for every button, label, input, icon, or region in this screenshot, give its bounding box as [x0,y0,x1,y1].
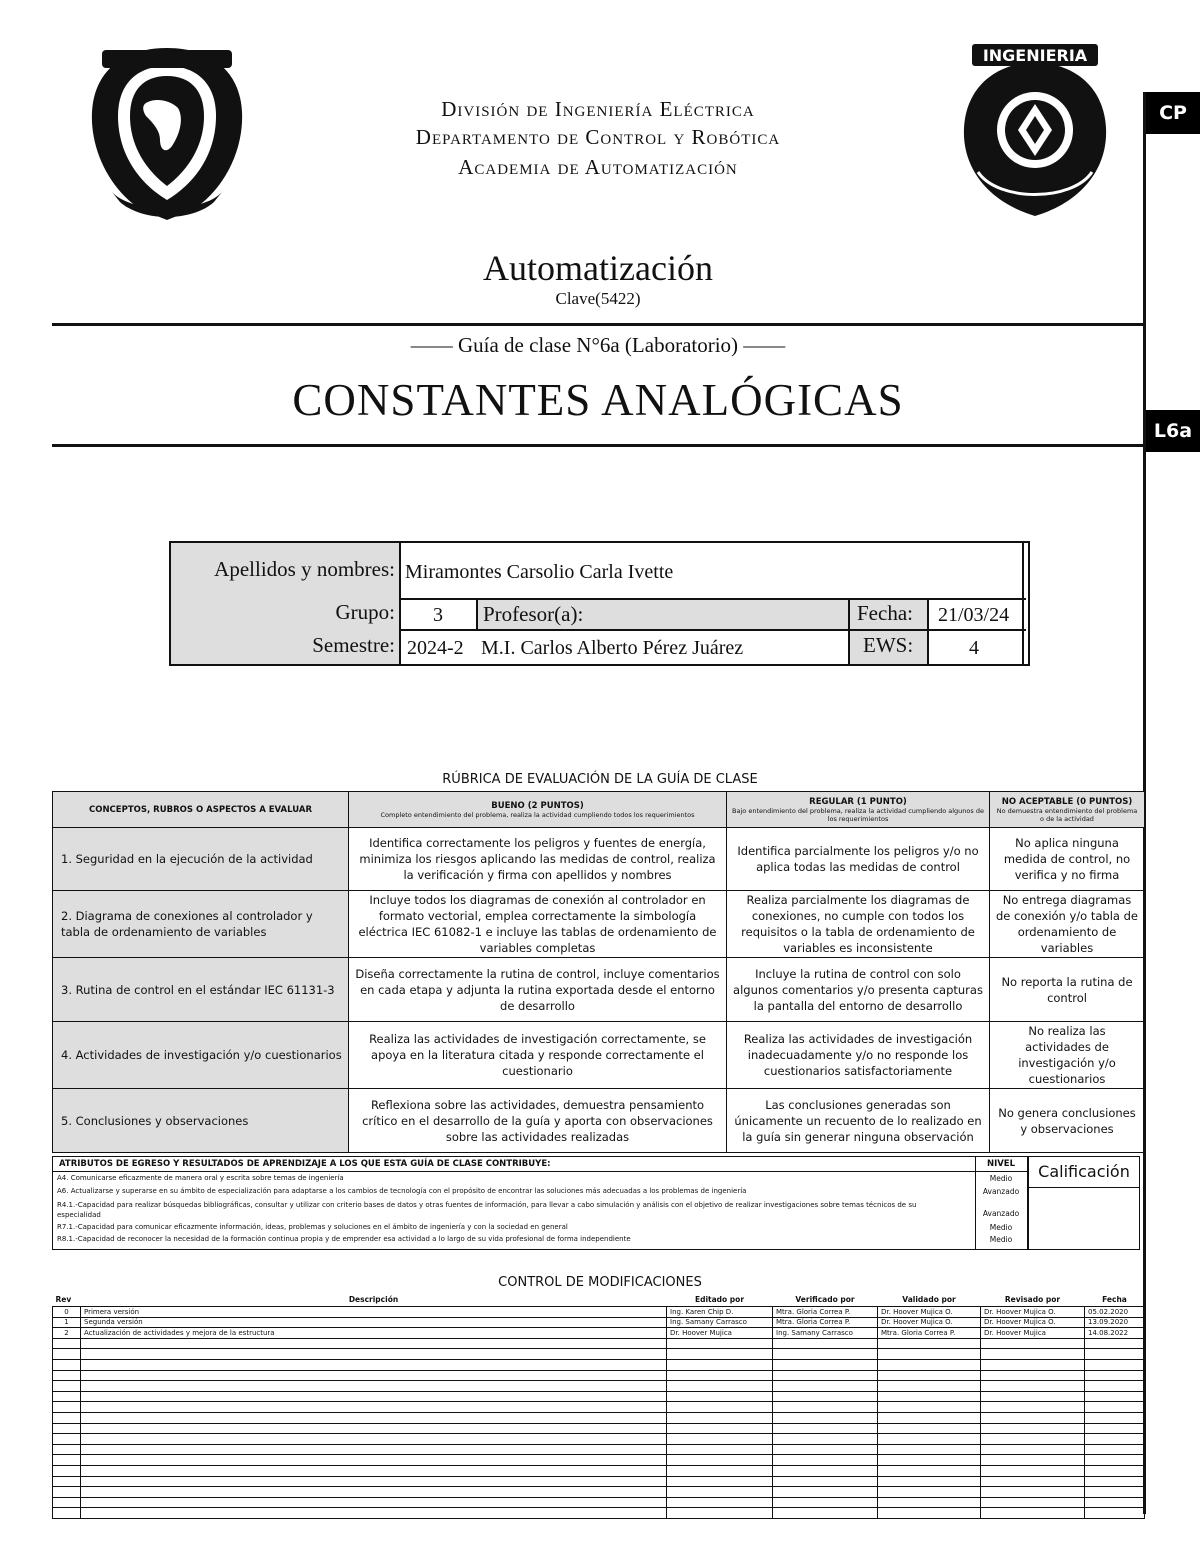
table-cell [53,1402,81,1413]
empty-table-row [53,1359,1145,1370]
rubric-row [53,1022,1145,1089]
table-cell [878,1487,981,1498]
rubric-regular: Las conclusiones generadas son únicamente un recuento de lo realizado en la guía sin generar ninguna observación [727,1089,990,1153]
empty-table-row [53,1497,1145,1508]
divider [1022,543,1024,664]
empty-table-row [53,1423,1145,1434]
table-cell [667,1476,773,1487]
modifications-title: CONTROL DE MODIFICACIONES [498,1275,702,1290]
rubric-bad: No aplica ninguna medida de control, no verifica y no firma [990,828,1145,891]
empty-table-row [53,1455,1145,1466]
table-cell [878,1412,981,1423]
date-label: Fecha: [857,601,913,625]
header-rule-bottom [52,444,1144,447]
table-cell [667,1338,773,1349]
attribute-line: A6. Actualizarse y superarse en su ámbito de especialización para adaptarse a los cambios de tecnología con el propósito de encontrar las soluciones más adecuadas a los problemas de ingeniería [57,1187,747,1195]
table-cell [53,1381,81,1392]
rubric-bad: No genera conclusiones y observaciones [990,1089,1145,1153]
attribute-level: Avanzado [982,1209,1020,1218]
regular-heading: REGULAR (1 PUNTO) [809,796,907,807]
table-cell [1085,1508,1145,1519]
empty-table-row [53,1349,1145,1360]
table-cell: 13.09.2020 [1085,1317,1145,1328]
table-cell [981,1487,1085,1498]
rubric-header-bad [990,792,1145,828]
academy-title: Academia de Automatización [458,155,738,179]
rubric-table [52,791,1145,1153]
table-cell [1085,1370,1145,1381]
table-cell [1085,1381,1145,1392]
table-cell [667,1391,773,1402]
table-cell [667,1359,773,1370]
table-cell: Ing. Samany Carrasco [667,1317,773,1328]
table-cell [981,1444,1085,1455]
rubric-row [53,828,1145,891]
rubric-header-concepts: CONCEPTOS, RUBROS O ASPECTOS A EVALUAR [53,792,349,828]
bad-subheading: No demuestra entendimiento del problema o de la actividad [996,806,1138,823]
table-cell [773,1402,878,1413]
rubric-good: Reflexiona sobre las actividades, demuestra pensamiento crítico en el desarrollo de la guía y aporta con observaciones sobre las actividades realizadas [349,1089,727,1153]
table-cell [773,1349,878,1360]
guide-subtitle: —— Guía de clase N°6a (Laboratorio) —— [410,333,786,357]
table-cell [878,1359,981,1370]
table-cell: 14.08.2022 [1085,1328,1145,1339]
division-title: División de Ingeniería Eléctrica [441,97,755,121]
table-cell [1085,1391,1145,1402]
empty-table-row [53,1465,1145,1476]
table-cell [773,1497,878,1508]
table-cell [81,1487,667,1498]
rubric-concept: 2. Diagrama de conexiones al controlador y tabla de ordenamiento de variables [53,891,349,958]
date-value: 21/03/24 [938,604,1010,626]
table-cell: Mtra. Gloria Correa P. [773,1307,878,1318]
table-cell [1085,1338,1145,1349]
ews-value: 4 [969,637,979,659]
table-row [53,1328,1145,1339]
table-cell: Dr. Hoover Mujica [667,1328,773,1339]
empty-table-row [53,1402,1145,1413]
table-cell: Mtra. Gloria Correa P. [878,1328,981,1339]
empty-table-row [53,1370,1145,1381]
rubric-good: Identifica correctamente los peligros y fuentes de energía, minimiza los riesgos aplicando las medidas de control, realiza la verificación y firma con apellidos y nombres [349,828,727,891]
table-cell [81,1412,667,1423]
table-cell: Dr. Hoover Mujica O. [981,1317,1085,1328]
divider [399,629,1026,631]
table-cell: Dr. Hoover Mujica [981,1328,1085,1339]
table-cell [1085,1497,1145,1508]
attribute-line: R8.1.-Capacidad de reconocer la necesidad de la formación continua propia y de emprender esa actividad a lo largo de su vida profesional de forma independiente [57,1235,631,1243]
table-cell [53,1391,81,1402]
professor-label: Profesor(a): [483,602,584,626]
table-cell [1085,1359,1145,1370]
divider [53,1171,1027,1172]
table-cell [878,1423,981,1434]
table-cell [667,1497,773,1508]
table-cell [53,1359,81,1370]
rubric-bad: No reporta la rutina de control [990,958,1145,1022]
group-value: 3 [433,604,443,626]
table-cell [878,1434,981,1445]
table-cell [81,1338,667,1349]
table-cell: Dr. Hoover Mujica O. [981,1307,1085,1318]
table-cell [81,1455,667,1466]
table-cell [773,1508,878,1519]
table-cell [667,1434,773,1445]
table-cell [667,1444,773,1455]
table-cell [773,1370,878,1381]
table-cell [773,1444,878,1455]
table-cell [81,1381,667,1392]
table-cell: Segunda versión [81,1317,667,1328]
table-cell [981,1508,1085,1519]
table-cell [81,1370,667,1381]
table-cell [878,1349,981,1360]
rubric-good: Diseña correctamente la rutina de control, incluye comentarios en cada etapa y adjunta la rutina exportada desde el entorno de desarrollo [349,958,727,1022]
rubric-header-row [53,792,1145,828]
rubric-concept: 4. Actividades de investigación y/o cuestionarios [53,1022,349,1089]
table-cell [773,1455,878,1466]
table-cell [1085,1434,1145,1445]
table-cell [1085,1402,1145,1413]
empty-table-row [53,1476,1145,1487]
table-cell [81,1359,667,1370]
rubric-regular: Realiza las actividades de investigación inadecuadamente y/o no responde los cuestionarios satisfactoriamente [727,1022,990,1089]
tab-cp: CP [1146,92,1200,134]
col-edited-by: Editado por [667,1292,773,1307]
table-cell [773,1338,878,1349]
department-title: Departamento de Control y Robótica [415,125,781,149]
table-cell [81,1497,667,1508]
document-title: CONSTANTES ANALÓGICAS [292,375,904,425]
table-cell [667,1402,773,1413]
rubric-good: Incluye todos los diagramas de conexión al controlador en formato vectorial, emplea correctamente la simbología eléctrica IEC 61082-1 e incluye las tablas de ordenamiento de variables completas [349,891,727,958]
rubric-bad: No entrega diagramas de conexión y/o tabla de ordenamiento de variables [990,891,1145,958]
table-cell [53,1349,81,1360]
modifications-table [52,1292,1145,1519]
table-cell [981,1455,1085,1466]
table-cell [81,1391,667,1402]
attribute-level: Avanzado [982,1187,1020,1196]
attribute-level: Medio [989,1235,1013,1244]
table-cell [773,1359,878,1370]
table-cell [81,1349,667,1360]
attribute-line: R7.1.-Capacidad para comunicar eficazmente información, ideas, problemas y soluciones en el ámbito de ingeniería y con la sociedad en general [57,1223,568,1231]
table-cell [1085,1423,1145,1434]
header-rule-top [52,323,1144,326]
table-cell [81,1465,667,1476]
table-cell [878,1497,981,1508]
table-cell [667,1465,773,1476]
table-cell [81,1402,667,1413]
table-cell [981,1338,1085,1349]
rubric-row [53,958,1145,1022]
empty-table-row [53,1412,1145,1423]
table-cell [667,1349,773,1360]
table-cell [878,1370,981,1381]
rubric-concept: 5. Conclusiones y observaciones [53,1089,349,1153]
col-description: Descripción [81,1292,667,1307]
table-cell [53,1370,81,1381]
table-cell [53,1508,81,1519]
grade-label: Calificación [1029,1157,1139,1188]
rubric-header-regular [727,792,990,828]
rubric-regular: Realiza parcialmente los diagramas de conexiones, no cumple con todos los requisitos o la tabla de ordenamiento de variables es inconsistente [727,891,990,958]
empty-table-row [53,1508,1145,1519]
attributes-box [52,1156,1028,1250]
name-value: Miramontes Carsolio Carla Ivette [405,561,674,583]
table-cell: Actualización de actividades y mejora de la estructura [81,1328,667,1339]
table-cell [878,1444,981,1455]
table-cell [1085,1444,1145,1455]
attribute-level: Medio [989,1174,1013,1183]
rubric-regular: Identifica parcialmente los peligros y/o no aplica todas las medidas de control [727,828,990,891]
table-cell [773,1423,878,1434]
table-cell [773,1476,878,1487]
empty-table-row [53,1487,1145,1498]
table-cell [1085,1476,1145,1487]
divider [476,598,478,629]
table-cell [81,1508,667,1519]
rubric-good: Realiza las actividades de investigación correctamente, se apoya en la literatura citada y responde correctamente el cuestionario [349,1022,727,1089]
table-cell: Ing. Samany Carrasco [773,1328,878,1339]
rubric-concept: 3. Rutina de control en el estándar IEC 61131-3 [53,958,349,1022]
table-cell [981,1497,1085,1508]
table-cell [981,1476,1085,1487]
rubric-regular: Incluye la rutina de control con solo algunos comentarios y/o presenta capturas la pantalla del entorno de desarrollo [727,958,990,1022]
table-cell [878,1476,981,1487]
empty-table-row [53,1391,1145,1402]
table-cell: Dr. Hoover Mujica O. [878,1317,981,1328]
attribute-line: R4.1.-Capacidad para realizar búsquedas bibliográficas, consultar y utilizar con criterio bases de datos y otras fuentes de información, para llevar a cabo simulación y análisis con el objetivo de realizar investigaciones sobre temas técnicos de su especialidad [57,1201,917,1219]
table-cell [1085,1487,1145,1498]
regular-subheading: Bajo entendimiento del problema, realiza la actividad cumpliendo algunos de los requerimientos [732,806,984,823]
table-cell [981,1359,1085,1370]
empty-table-row [53,1381,1145,1392]
group-label: Grupo: [335,600,395,624]
table-cell [1085,1349,1145,1360]
table-cell [667,1423,773,1434]
divider [848,598,850,664]
semester-value: 2024-2 [407,637,464,659]
nivel-heading: NIVEL [986,1159,1016,1169]
table-cell [53,1497,81,1508]
table-cell: Dr. Hoover Mujica O. [878,1307,981,1318]
table-cell: Ing. Karen Chip D. [667,1307,773,1318]
table-cell [981,1391,1085,1402]
rubric-title: RÚBRICA DE EVALUACIÓN DE LA GUÍA DE CLASE [442,772,758,787]
table-cell [981,1381,1085,1392]
table-cell [878,1402,981,1413]
table-cell [773,1412,878,1423]
table-cell [667,1412,773,1423]
table-cell: Mtra. Gloria Correa P. [773,1317,878,1328]
course-title: Automatización [483,248,713,288]
bad-heading: NO ACEPTABLE (0 PUNTOS) [1001,796,1133,807]
table-cell: 1 [53,1317,81,1328]
student-info-table [169,541,1030,666]
col-date: Fecha [1085,1292,1145,1307]
table-cell [53,1338,81,1349]
col-validated-by: Validado por [878,1292,981,1307]
divider [927,598,929,664]
table-cell [773,1487,878,1498]
divider [399,543,401,664]
table-cell [667,1487,773,1498]
table-cell [53,1412,81,1423]
table-cell [53,1476,81,1487]
table-cell [1085,1412,1145,1423]
table-cell [667,1455,773,1466]
table-cell [53,1455,81,1466]
table-cell [981,1412,1085,1423]
table-cell [981,1349,1085,1360]
table-cell [878,1455,981,1466]
table-cell: 05.02.2020 [1085,1307,1145,1318]
col-rev: Rev [53,1292,81,1307]
attributes-heading: ATRIBUTOS DE EGRESO Y RESULTADOS DE APRENDIZAJE A LOS QUE ESTA GUÍA DE CLASE CONTRIBUYE: [59,1159,551,1169]
empty-table-row [53,1444,1145,1455]
attribute-line: A4. Comunicarse eficazmente de manera oral y escrita sobre temas de ingeniería [57,1174,344,1182]
table-cell [53,1434,81,1445]
table-cell [53,1423,81,1434]
table-cell [981,1402,1085,1413]
professor-value: M.I. Carlos Alberto Pérez Juárez [481,637,744,659]
table-cell [667,1508,773,1519]
table-cell [667,1370,773,1381]
table-cell: Primera versión [81,1307,667,1318]
col-verified-by: Verificado por [773,1292,878,1307]
table-cell [53,1487,81,1498]
table-cell [878,1508,981,1519]
rubric-header-good [349,792,727,828]
table-cell [878,1338,981,1349]
table-cell [981,1465,1085,1476]
table-cell [81,1444,667,1455]
table-cell [81,1423,667,1434]
rubric-row [53,1089,1145,1153]
attribute-level: Medio [989,1223,1013,1232]
table-cell [81,1476,667,1487]
table-cell [773,1434,878,1445]
col-reviewed-by: Revisado por [981,1292,1085,1307]
table-cell [773,1465,878,1476]
tab-l6a: L6a [1146,410,1200,452]
rubric-row [53,891,1145,958]
good-subheading: Completo entendimiento del problema, realiza la actividad cumpliendo todos los requerimientos [380,810,695,819]
rubric-concept: 1. Seguridad en la ejecución de la actividad [53,828,349,891]
table-cell [667,1381,773,1392]
table-row [53,1317,1145,1328]
table-cell [53,1444,81,1455]
empty-table-row [53,1338,1145,1349]
grade-box [1028,1156,1140,1250]
empty-table-row [53,1434,1145,1445]
table-cell [981,1370,1085,1381]
table-cell [773,1391,878,1402]
table-row [53,1307,1145,1318]
seal-text: INGENIERIA [982,46,1088,65]
ews-label: EWS: [863,633,914,657]
course-code: Clave(5422) [555,289,641,308]
modifications-header-row [53,1292,1145,1307]
table-cell [878,1391,981,1402]
semester-label: Semestre: [312,633,395,657]
good-heading: BUENO (2 PUNTOS) [491,800,584,811]
table-cell: 0 [53,1307,81,1318]
name-label: Apellidos y nombres: [214,557,395,581]
rubric-bad: No realiza las actividades de investigación y/o cuestionarios [990,1022,1145,1089]
table-cell [1085,1455,1145,1466]
table-cell: 2 [53,1328,81,1339]
table-cell [878,1465,981,1476]
table-cell [81,1434,667,1445]
table-cell [981,1423,1085,1434]
table-cell [773,1381,878,1392]
table-cell [1085,1465,1145,1476]
table-cell [981,1434,1085,1445]
table-cell [53,1465,81,1476]
table-cell [878,1381,981,1392]
